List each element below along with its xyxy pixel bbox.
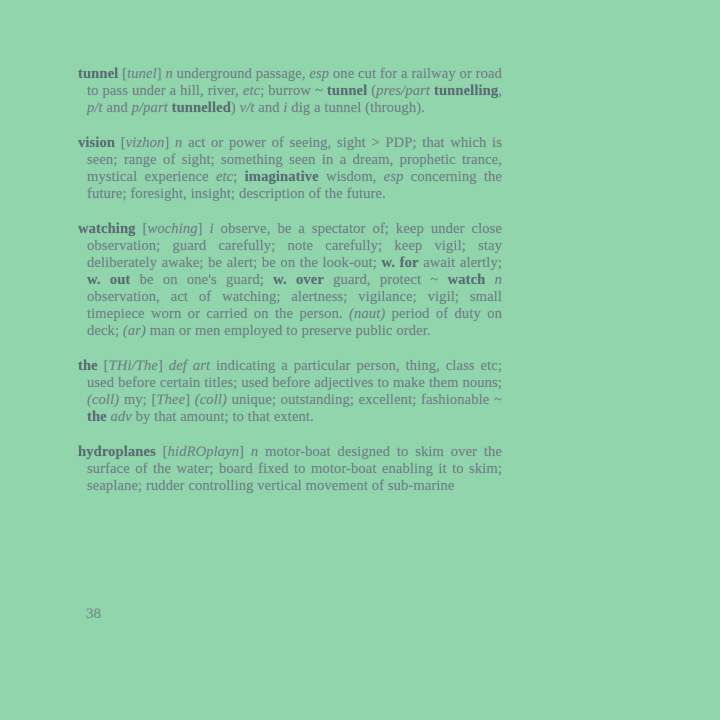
entry-segment: w. over: [273, 272, 324, 288]
entry-segment: await alertly;: [418, 255, 503, 271]
entry-segment: the: [87, 409, 107, 425]
entry-segment: woching: [147, 221, 198, 237]
entry-segment: w. for: [381, 255, 419, 271]
entry-segment: tunnelled: [171, 100, 231, 116]
entry-segment: etc: [215, 169, 234, 185]
entry-segment: vizhon: [125, 135, 165, 151]
entry-segment: (coll): [194, 392, 227, 408]
entry-segment: [: [97, 358, 109, 374]
entry-segment: imaginative: [244, 169, 319, 185]
entry-segment: observation, act of watching; alertness; vigilance; vigil; small timepiece worn or carried on the person.: [87, 289, 502, 322]
entry-segment: motor-boat designed to skim over the surface of the water; board fixed to motor-boat enabling it to skim; seaplane; rudder controlling vertical movement of sub-marine: [87, 444, 503, 494]
entry-segment: ]: [157, 358, 169, 374]
entry-segment: ]: [164, 135, 176, 151]
entry-segment: ]: [197, 221, 210, 237]
entry-segment: watch: [447, 272, 486, 288]
dictionary-entry-tunnel: [78, 66, 502, 117]
entry-segment: tunnel: [326, 83, 368, 99]
entry-segment: ; burrow ~: [260, 83, 327, 99]
entry-segment: n: [165, 66, 173, 82]
entry-segment: period of duty on deck;: [87, 306, 502, 339]
entry-segment: hidROplayn: [167, 444, 240, 460]
entry-segment: one cut for a railway or road to pass under a hill, river,: [87, 66, 502, 99]
entry-segment: v/t: [239, 100, 255, 116]
entry-segment: ;: [233, 169, 245, 185]
entries-list: [78, 66, 502, 513]
entry-segment: my; [: [119, 392, 157, 408]
entry-segment: dig a tunnel (through).: [287, 100, 425, 116]
entry-segment: watching: [78, 221, 136, 237]
entry-segment: guard, protect ~: [323, 272, 448, 288]
entry-segment: (coll): [87, 392, 120, 408]
entry-segment: esp: [383, 169, 404, 185]
entry-segment: ]: [239, 444, 251, 460]
entry-segment: etc: [242, 83, 261, 99]
entry-segment: (ar): [122, 323, 146, 339]
entry-segment: adv: [110, 409, 132, 425]
entry-segment: observe, be a spectator of; keep under close observation; guard carefully; note carefully; keep vigil; stay deliberately awake; be alert; be on the look-out;: [87, 221, 502, 271]
entry-segment: [: [155, 444, 168, 460]
entry-segment: vision: [78, 135, 116, 151]
entry-segment: [: [118, 66, 128, 82]
entry-segment: w. out: [87, 272, 131, 288]
entry-segment: tunnelling: [434, 83, 499, 99]
entry-segment: act or power of seeing, sight > PDP; that which is seen; range of sight; something seen in a dream, prophetic trance, mystical experience: [87, 135, 502, 185]
entry-segment: underground passage,: [172, 66, 310, 82]
entry-segment: ]: [156, 66, 166, 82]
entry-segment: THi/The: [108, 358, 158, 374]
entry-segment: n: [250, 444, 259, 460]
dictionary-entry-the: [78, 358, 502, 426]
entry-segment: [: [135, 221, 148, 237]
entry-segment: n: [494, 272, 503, 288]
entry-segment: hydroplanes: [78, 444, 156, 460]
entry-segment: unique; outstanding; excellent; fashionable ~: [226, 392, 502, 408]
entry-segment: man or men employed to preserve public order.: [145, 323, 431, 339]
entry-segment: def art: [168, 358, 211, 374]
entry-segment: (naut): [349, 306, 386, 322]
entry-segment: n: [175, 135, 183, 151]
page-number: 38: [86, 606, 101, 622]
entry-segment: Thee: [156, 392, 186, 408]
entry-segment: concerning the future; foresight, insight; description of the future.: [87, 169, 502, 202]
entry-segment: i: [209, 221, 214, 237]
entry-segment: and: [254, 100, 284, 116]
entry-segment: ,: [498, 83, 503, 99]
entry-segment: wisdom,: [318, 169, 384, 185]
entry-segment: (: [367, 83, 377, 99]
entry-segment: i: [283, 100, 288, 116]
entry-segment: p/part: [131, 100, 168, 116]
dictionary-entry-watching: [78, 221, 502, 340]
entry-segment: tunel: [127, 66, 157, 82]
entry-segment: esp: [309, 66, 330, 82]
entry-segment: ]: [185, 392, 195, 408]
entry-segment: tunnel: [78, 66, 119, 82]
entry-segment: p/t: [87, 100, 103, 116]
entry-segment: the: [78, 358, 98, 374]
entry-segment: pres/part: [376, 83, 431, 99]
entry-segment: [485, 272, 494, 288]
entry-segment: by that amount; to that extent.: [131, 409, 314, 425]
entry-segment: ): [230, 100, 240, 116]
entry-segment: indicating a particular person, thing, class etc; used before certain titles; used before adjectives to make them nouns;: [87, 358, 502, 391]
entry-segment: [: [115, 135, 126, 151]
entry-segment: and: [102, 100, 132, 116]
dictionary-entry-vision: [78, 135, 502, 203]
dictionary-entry-hydroplanes: [78, 444, 502, 495]
entry-segment: be on one's guard;: [130, 272, 274, 288]
